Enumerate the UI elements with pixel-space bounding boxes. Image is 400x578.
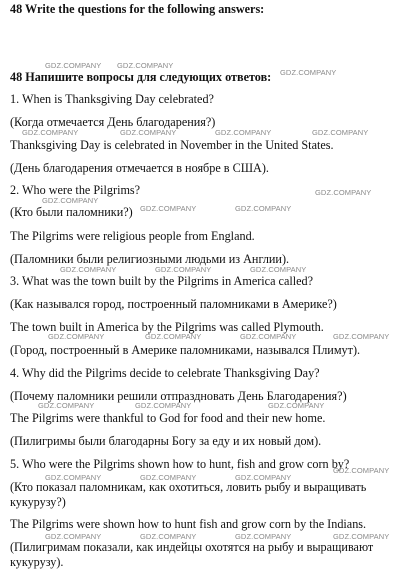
watermark-text: GDZ.COMPANY bbox=[312, 128, 369, 137]
question-5: 5. Who were the Pilgrims shown how to hunt, fish and grow corn by? bbox=[10, 457, 350, 471]
watermark-text: GDZ.COMPANY bbox=[333, 466, 390, 475]
watermark-text: GDZ.COMPANY bbox=[235, 532, 292, 541]
exercise-heading-ru: 48 Напишите вопросы для следующих ответов: bbox=[10, 70, 272, 84]
answer-5: The Pilgrims were shown how to hunt fish and grow corn by the Indians. bbox=[10, 517, 367, 531]
watermark-text: GDZ.COMPANY bbox=[250, 265, 307, 274]
watermark-text: GDZ.COMPANY bbox=[235, 204, 292, 213]
answer-5-translation-cont: кукурузу). bbox=[10, 555, 64, 569]
watermark-text: GDZ.COMPANY bbox=[48, 332, 105, 341]
watermark-text: GDZ.COMPANY bbox=[120, 128, 177, 137]
answer-1-translation: (День благодарения отмечается в ноябре в США). bbox=[10, 161, 269, 175]
watermark-text: GDZ.COMPANY bbox=[145, 332, 202, 341]
watermark-text: GDZ.COMPANY bbox=[45, 61, 102, 70]
watermark-text: GDZ.COMPANY bbox=[117, 61, 174, 70]
question-5-translation: (Кто показал паломникам, как охотиться, ловить рыбу и выращивать bbox=[10, 480, 367, 494]
watermark-text: GDZ.COMPANY bbox=[135, 401, 192, 410]
watermark-text: GDZ.COMPANY bbox=[215, 128, 272, 137]
watermark-text: GDZ.COMPANY bbox=[333, 332, 390, 341]
question-5-translation-cont: кукурузу?) bbox=[10, 495, 66, 509]
watermark-text: GDZ.COMPANY bbox=[235, 473, 292, 482]
answer-4: The Pilgrims were thankful to God for food and their new home. bbox=[10, 411, 326, 425]
question-4: 4. Why did the Pilgrims decide to celebrate Thanksgiving Day? bbox=[10, 366, 320, 380]
answer-4-translation: (Пилигримы были благодарны Богу за еду и их новый дом). bbox=[10, 434, 322, 448]
question-3: 3. What was the town built by the Pilgrims in America called? bbox=[10, 274, 314, 288]
watermark-text: GDZ.COMPANY bbox=[60, 265, 117, 274]
answer-2: The Pilgrims were religious people from England. bbox=[10, 229, 255, 243]
question-4-translation: (Почему паломники решили отпраздновать День Благодарения?) bbox=[10, 389, 347, 403]
watermark-text: GDZ.COMPANY bbox=[315, 188, 372, 197]
watermark-text: GDZ.COMPANY bbox=[38, 401, 95, 410]
watermark-text: GDZ.COMPANY bbox=[140, 532, 197, 541]
watermark-text: GDZ.COMPANY bbox=[155, 265, 212, 274]
answer-2-translation: (Паломники были религиозными людьми из Англии). bbox=[10, 252, 290, 266]
answer-1: Thanksgiving Day is celebrated in November in the United States. bbox=[10, 138, 334, 152]
watermark-text: GDZ.COMPANY bbox=[140, 204, 197, 213]
watermark-text: GDZ.COMPANY bbox=[140, 473, 197, 482]
exercise-heading-en: 48 Write the questions for the following answers: bbox=[10, 2, 265, 16]
watermark-text: GDZ.COMPANY bbox=[333, 532, 390, 541]
question-2-translation: (Кто были паломники?) bbox=[10, 205, 133, 219]
answer-3-translation: (Город, построенный в Америке паломниками, назывался Плимут). bbox=[10, 343, 361, 357]
question-1-translation: (Когда отмечается День благодарения?) bbox=[10, 115, 216, 129]
question-3-translation: (Как назывался город, построенный паломниками в Америке?) bbox=[10, 297, 337, 311]
question-2: 2. Who were the Pilgrims? bbox=[10, 183, 141, 197]
watermark-text: GDZ.COMPANY bbox=[280, 68, 337, 77]
answer-5-translation: (Пилигримам показали, как индейцы охотятся на рыбу и выращивают bbox=[10, 540, 374, 554]
answer-3: The town built in America by the Pilgrims was called Plymouth. bbox=[10, 320, 324, 334]
watermark-text: GDZ.COMPANY bbox=[42, 196, 99, 205]
watermark-text: GDZ.COMPANY bbox=[240, 332, 297, 341]
watermark-text: GDZ.COMPANY bbox=[22, 128, 79, 137]
question-1: 1. When is Thanksgiving Day celebrated? bbox=[10, 92, 214, 106]
watermark-text: GDZ.COMPANY bbox=[45, 473, 102, 482]
watermark-text: GDZ.COMPANY bbox=[45, 532, 102, 541]
watermark-text: GDZ.COMPANY bbox=[268, 401, 325, 410]
